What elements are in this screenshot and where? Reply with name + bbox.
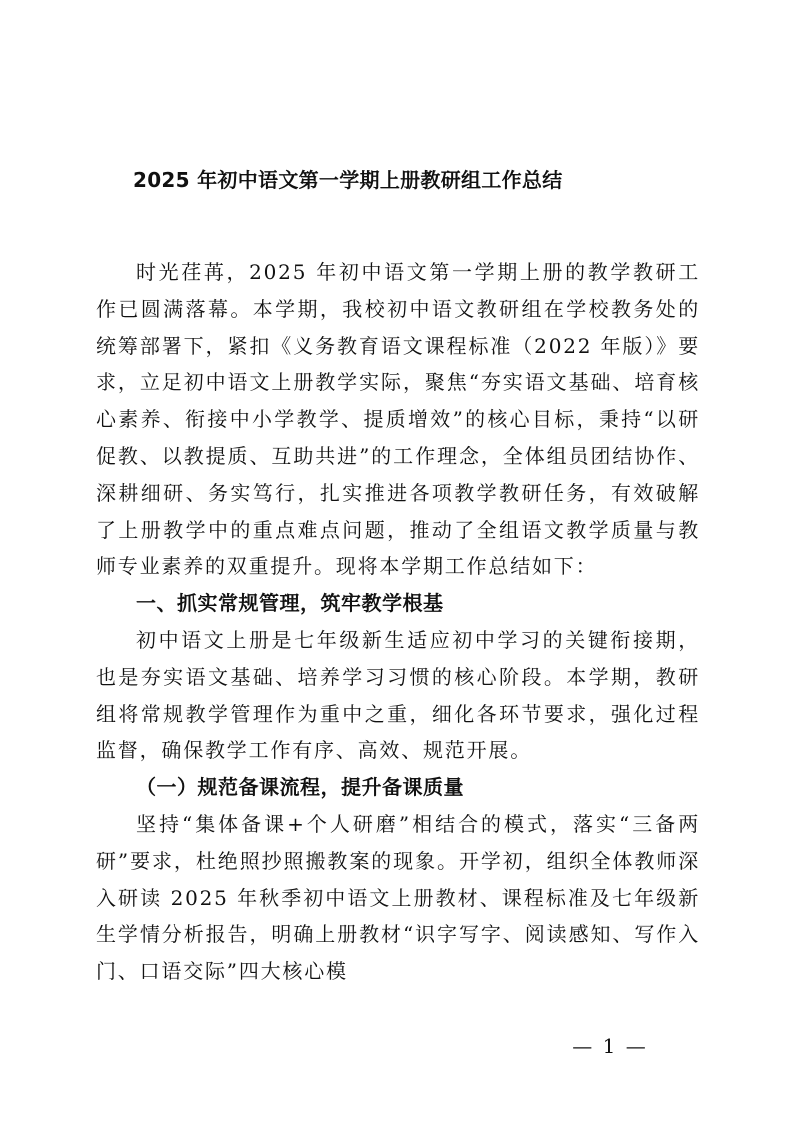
page-number: — 1 — bbox=[572, 1034, 648, 1058]
document-body bbox=[96, 254, 700, 990]
intro-paragraph: 时光荏苒，2025 年初中语文第一学期上册的教学教研工作已圆满落幕。本学期，我校初中语文教研组在学校教务处的统筹部署下，紧扣《义务教育语文课程标准（2022 年版）》要求，立足初中语文上册教学实际，聚焦“夯实语文基础、培育核心素养、衔接中小学教学、提质增效”的核心目标，秉持“以研促教、以教提质、互助共进”的工作理念，全体组员团结协作、深耕细研、务实笃行，扎实推进各项教学教研任务，有效破解了上册教学中的重点难点问题，推动了全组语文教学质量与教师专业素养的双重提升。现将本学期工作总结如下： bbox=[96, 260, 700, 579]
subsection-paragraph: 坚持“集体备课+个人研磨”相结合的模式，落实“三备两研”要求，杜绝照抄照搬教案的现象。开学初，组织全体教师深入研读 2025 年秋季初中语文上册教材、课程标准及七年级新生学情分析报告，明确上册教材“识字写字、阅读感知、写作入门、口语交际”四大核心模 bbox=[96, 811, 700, 984]
subsection-heading: （一）规范备课流程，提升备课质量 bbox=[136, 775, 464, 800]
document-title: 2025 年初中语文第一学期上册教研组工作总结 bbox=[133, 168, 563, 192]
section-paragraph: 初中语文上册是七年级新生适应初中学习的关键衔接期，也是夯实语文基础、培养学习习惯的核心阶段。本学期，教研组将常规教学管理作为重中之重，细化各环节要求，强化过程监督，确保教学工作有序、高效、规范开展。 bbox=[96, 627, 700, 763]
section-heading: 一、抓实常规管理，筑牢教学根基 bbox=[136, 591, 444, 616]
